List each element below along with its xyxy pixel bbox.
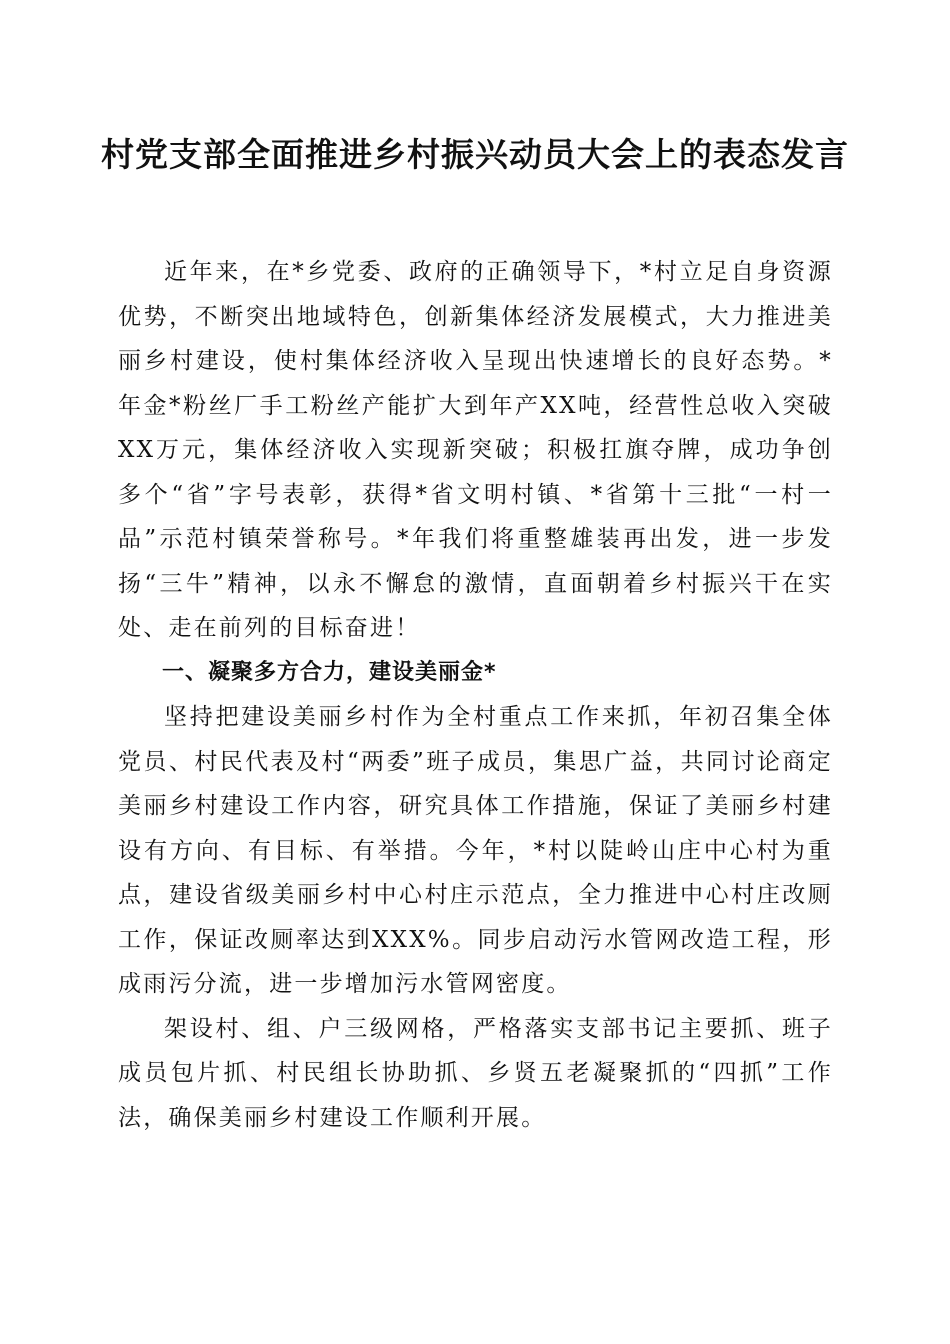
body-paragraph: 架设村、组、户三级网格，严格落实支部书记主要抓、班子成员包片抓、村民组长协助抓、乡贤五老凝聚抓的“四抓”工作法，确保美丽乡村建设工作顺利开展。: [118, 1015, 833, 1131]
document-title: 村党支部全面推进乡村振兴动员大会上的表态发言: [101, 135, 849, 174]
intro-paragraph: 近年来，在*乡党委、政府的正确领导下，*村立足自身资源优势，不断突出地域特色，创新集体经济发展模式，大力推进美丽乡村建设，使村集体经济收入呈现出快速增长的良好态势。*年金*粉丝厂手工粉丝产能扩大到年产XX吨，经营性总收入突破XX万元，集体经济收入实现新突破；积极扛旗夺牌，成功争创多个“省”字号表彰，获得*省文明村镇、*省第十三批“一村一品”示范村镇荣誉称号。*年我们将重整雄装再出发，进一步发扬“三牛”精神，以永不懈怠的激情，直面朝着乡村振兴干在实处、走在前列的目标奋进！: [118, 259, 833, 641]
section-heading: 一、凝聚多方合力，建设美丽金*: [162, 659, 497, 685]
document-body: [118, 250, 833, 1140]
body-paragraph: 坚持把建设美丽乡村作为全村重点工作来抓，年初召集全体党员、村民代表及村“两委”班子成员，集思广益，共同讨论商定美丽乡村建设工作内容，研究具体工作措施，保证了美丽乡村建设有方向、有目标、有举措。今年，*村以陡岭山庄中心村为重点，建设省级美丽乡村中心村庄示范点，全力推进中心村庄改厕工作，保证改厕率达到XXX%。同步启动污水管网改造工程，形成雨污分流，进一步增加污水管网密度。: [118, 704, 833, 997]
